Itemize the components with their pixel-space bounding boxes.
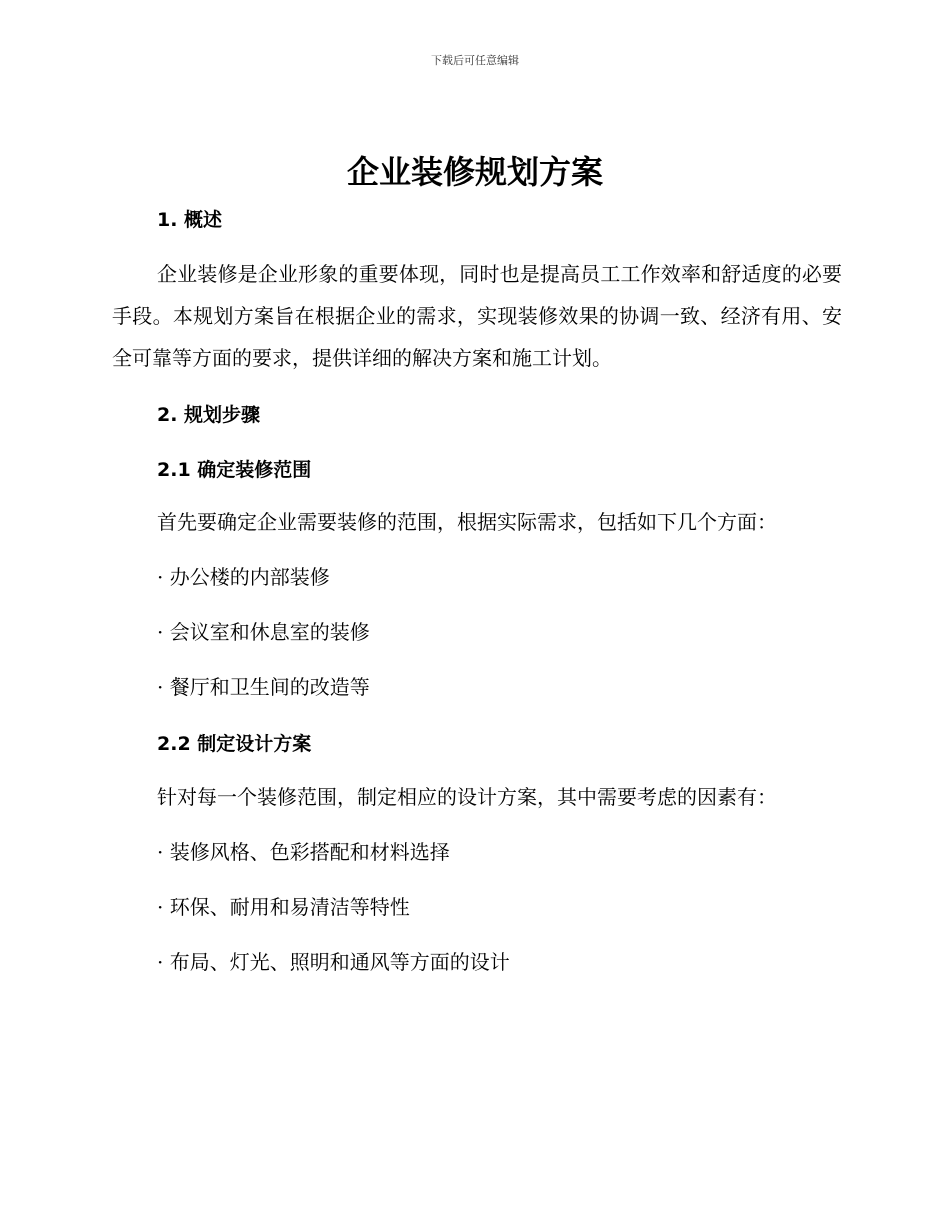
design-intro: 针对每一个装修范围，制定相应的设计方案，其中需要考虑的因素有： xyxy=(157,785,777,809)
overview-paragraph: 企业装修是企业形象的重要体现，同时也是提高员工工作效率和舒适度的必要手段。本规划方案旨在根据企业的需求，实现装修效果的协调一致、经济有用、安全可靠等方面的要求，提供详细的解决方案和施工计划。 xyxy=(112,262,842,370)
section-heading-planning-steps: 2. 规划步骤 xyxy=(157,404,261,426)
section-heading-design: 2.2 制定设计方案 xyxy=(157,733,312,755)
list-item: · 办公楼的内部装修 xyxy=(157,565,330,589)
list-item: · 餐厅和卫生间的改造等 xyxy=(157,675,370,699)
section-heading-overview: 1. 概述 xyxy=(157,209,223,231)
document-title: 企业装修规划方案 xyxy=(346,153,603,191)
page-header-note: 下载后可任意编辑 xyxy=(431,54,519,67)
section-heading-scope: 2.1 确定装修范围 xyxy=(157,459,312,481)
list-item: · 布局、灯光、照明和通风等方面的设计 xyxy=(157,950,510,974)
scope-intro: 首先要确定企业需要装修的范围，根据实际需求，包括如下几个方面： xyxy=(157,510,777,534)
list-item: · 装修风格、色彩搭配和材料选择 xyxy=(157,840,450,864)
list-item: · 会议室和休息室的装修 xyxy=(157,620,370,644)
list-item: · 环保、耐用和易清洁等特性 xyxy=(157,895,410,919)
